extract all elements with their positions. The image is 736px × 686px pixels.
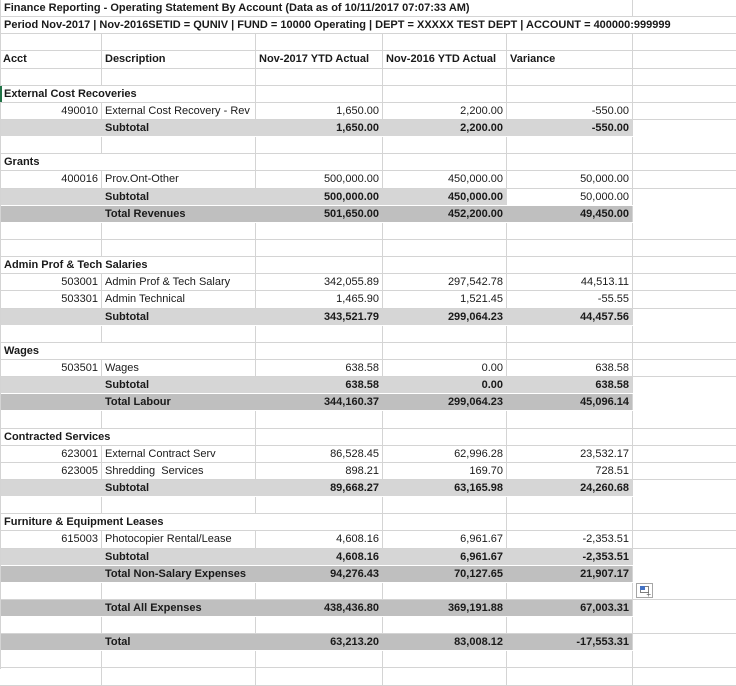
cell[interactable] xyxy=(383,86,507,102)
cell[interactable] xyxy=(507,326,633,342)
description-cell[interactable]: Shredding Services xyxy=(102,463,256,479)
cell[interactable] xyxy=(0,617,102,633)
cell[interactable] xyxy=(102,137,256,153)
cell[interactable] xyxy=(633,600,736,616)
section-title: Wages xyxy=(4,344,40,357)
report-filter-row xyxy=(0,17,736,34)
cell[interactable] xyxy=(633,86,736,102)
acct-cell[interactable]: 623001 xyxy=(0,446,102,462)
cell[interactable] xyxy=(383,617,507,633)
acct-cell[interactable]: 623005 xyxy=(0,463,102,479)
blank-row xyxy=(0,34,736,51)
cell[interactable] xyxy=(102,326,256,342)
paste-options-icon[interactable] xyxy=(636,583,653,598)
prior-cell[interactable]: 2,200.00 xyxy=(383,103,507,119)
cell[interactable] xyxy=(633,668,736,684)
subtotal-label[interactable]: Subtotal xyxy=(102,549,256,565)
cell[interactable] xyxy=(383,411,507,427)
prior-cell[interactable]: 0.00 xyxy=(383,377,507,393)
current-cell[interactable]: 63,213.20 xyxy=(256,634,383,650)
cell[interactable] xyxy=(633,617,736,633)
section-header-row xyxy=(0,257,736,274)
cell[interactable] xyxy=(507,411,633,427)
cell[interactable] xyxy=(383,343,507,359)
cell[interactable] xyxy=(633,120,736,136)
current-cell[interactable]: 898.21 xyxy=(256,463,383,479)
cell[interactable] xyxy=(102,429,256,445)
cell[interactable] xyxy=(0,566,102,582)
cell[interactable] xyxy=(633,274,736,290)
prior-cell[interactable]: 70,127.65 xyxy=(383,566,507,582)
cell[interactable] xyxy=(256,34,383,50)
cell[interactable] xyxy=(633,360,736,376)
cell[interactable] xyxy=(633,394,736,410)
variance-cell[interactable]: 50,000.00 xyxy=(507,171,633,187)
cell[interactable] xyxy=(0,257,148,273)
subtotal-label[interactable]: Subtotal xyxy=(102,120,256,136)
cell[interactable] xyxy=(256,583,383,599)
prior-cell[interactable]: 369,191.88 xyxy=(383,600,507,616)
table-row xyxy=(0,103,736,120)
subtotal-label[interactable]: Subtotal xyxy=(102,480,256,496)
variance-cell[interactable]: 44,457.56 xyxy=(507,309,633,325)
section-header-row xyxy=(0,429,736,446)
section-title: Grants xyxy=(4,156,40,169)
section-title: Contracted Services xyxy=(4,430,111,443)
plus-icon: + xyxy=(646,590,651,599)
cell[interactable] xyxy=(0,34,102,50)
cell[interactable] xyxy=(0,206,102,222)
variance-cell[interactable]: 49,450.00 xyxy=(507,206,633,222)
cell[interactable] xyxy=(0,583,102,599)
cell[interactable] xyxy=(633,651,736,667)
cell[interactable] xyxy=(383,514,507,530)
current-cell[interactable]: 344,160.37 xyxy=(256,394,383,410)
cell[interactable] xyxy=(383,223,507,239)
cell[interactable] xyxy=(633,446,736,462)
selection-indicator xyxy=(0,86,2,102)
cell[interactable] xyxy=(507,497,633,513)
total-row xyxy=(0,394,736,411)
current-cell[interactable]: 4,608.16 xyxy=(256,531,383,547)
prior-cell[interactable]: 299,064.23 xyxy=(383,309,507,325)
variance-cell[interactable]: 638.58 xyxy=(507,377,633,393)
subtotal-label[interactable]: Subtotal xyxy=(102,189,256,205)
cell[interactable] xyxy=(383,240,507,256)
prior-cell[interactable]: 63,165.98 xyxy=(383,480,507,496)
blank-row xyxy=(0,617,736,634)
cell[interactable] xyxy=(256,668,383,684)
cell[interactable] xyxy=(633,463,736,479)
cell[interactable] xyxy=(0,120,102,136)
acct-cell[interactable]: 400016 xyxy=(0,171,102,187)
section-header-row xyxy=(0,86,736,103)
cell[interactable] xyxy=(507,137,633,153)
cell[interactable] xyxy=(102,617,256,633)
cell[interactable] xyxy=(633,240,736,256)
current-cell[interactable]: 500,000.00 xyxy=(256,189,383,205)
cell[interactable] xyxy=(256,86,383,102)
acct-cell[interactable]: 503001 xyxy=(0,274,102,290)
cell[interactable] xyxy=(256,240,383,256)
cell[interactable] xyxy=(102,154,256,170)
cell[interactable] xyxy=(0,69,102,85)
variance-cell[interactable]: 21,907.17 xyxy=(507,566,633,582)
header-description[interactable]: Description xyxy=(102,51,256,67)
prior-cell[interactable]: 6,961.67 xyxy=(383,549,507,565)
description-cell[interactable]: Prov.Ont-Other xyxy=(102,171,256,187)
current-cell[interactable]: 638.58 xyxy=(256,377,383,393)
current-cell[interactable]: 438,436.80 xyxy=(256,600,383,616)
cell[interactable] xyxy=(256,497,383,513)
total-row xyxy=(0,566,736,583)
cell[interactable] xyxy=(102,583,256,599)
cell[interactable] xyxy=(633,531,736,547)
cell[interactable] xyxy=(633,291,736,307)
blank-row xyxy=(0,651,736,668)
column-header-row xyxy=(0,51,736,68)
cell[interactable] xyxy=(633,69,736,85)
subtotal-label[interactable]: Subtotal xyxy=(102,309,256,325)
cell[interactable] xyxy=(507,0,633,16)
current-cell[interactable]: 1,650.00 xyxy=(256,103,383,119)
cell[interactable] xyxy=(633,154,736,170)
cell[interactable] xyxy=(507,668,633,684)
grand-total-row xyxy=(0,634,736,651)
cell[interactable] xyxy=(256,343,383,359)
table-row xyxy=(0,291,736,308)
cell[interactable] xyxy=(633,309,736,325)
cell[interactable] xyxy=(0,154,102,170)
cell[interactable] xyxy=(256,154,383,170)
cell[interactable] xyxy=(383,651,507,667)
cell[interactable] xyxy=(507,257,633,273)
prior-cell[interactable]: 2,200.00 xyxy=(383,120,507,136)
variance-cell[interactable]: 728.51 xyxy=(507,463,633,479)
blank-row xyxy=(0,240,736,257)
variance-cell[interactable]: 23,532.17 xyxy=(507,446,633,462)
current-cell[interactable]: 638.58 xyxy=(256,360,383,376)
current-cell[interactable]: 4,608.16 xyxy=(256,549,383,565)
cell[interactable] xyxy=(633,51,736,67)
header-prior-ytd[interactable]: Nov-2016 YTD Actual xyxy=(383,51,507,67)
current-cell[interactable]: 1,465.90 xyxy=(256,291,383,307)
report-title-row xyxy=(0,0,736,17)
cell[interactable] xyxy=(383,429,507,445)
header-variance[interactable]: Variance xyxy=(507,51,633,67)
cell[interactable] xyxy=(507,514,633,530)
report-filters: Period Nov-2017 | Nov-2016SETID = QUNIV | FUND = 10000 Operating | DEPT = XXXXX TEST DEPT | ACCOUNT = 400000:999999 xyxy=(4,19,671,32)
variance-cell[interactable]: -2,353.51 xyxy=(507,549,633,565)
cell[interactable] xyxy=(383,34,507,50)
cell[interactable] xyxy=(102,34,256,50)
prior-cell[interactable]: 450,000.00 xyxy=(383,189,507,205)
cell[interactable] xyxy=(383,497,507,513)
cell[interactable] xyxy=(383,137,507,153)
cell[interactable] xyxy=(383,583,507,599)
cell[interactable] xyxy=(256,223,383,239)
cell[interactable] xyxy=(0,326,102,342)
cell[interactable] xyxy=(256,617,383,633)
table-row xyxy=(0,446,736,463)
prior-cell[interactable]: 450,000.00 xyxy=(383,171,507,187)
cell[interactable] xyxy=(633,257,736,273)
cell[interactable] xyxy=(0,394,102,410)
cell[interactable] xyxy=(0,17,671,33)
prior-cell[interactable]: 0.00 xyxy=(383,360,507,376)
cell[interactable] xyxy=(0,668,102,684)
subtotal-row xyxy=(0,309,736,326)
cell[interactable] xyxy=(507,343,633,359)
current-cell[interactable]: 86,528.45 xyxy=(256,446,383,462)
report-title: Finance Reporting - Operating Statement By Account (Data as of 10/11/2017 07:07:33 AM) xyxy=(4,2,470,14)
table-row xyxy=(0,274,736,291)
cell[interactable] xyxy=(633,566,736,582)
section-title: Admin Prof & Tech Salaries xyxy=(4,259,148,272)
section-header-row xyxy=(0,343,736,360)
cell[interactable] xyxy=(0,411,102,427)
cell[interactable] xyxy=(633,0,736,16)
cell[interactable] xyxy=(507,34,633,50)
current-cell[interactable]: 1,650.00 xyxy=(256,120,383,136)
cell[interactable] xyxy=(0,651,102,667)
cell[interactable] xyxy=(507,617,633,633)
cell[interactable] xyxy=(0,549,102,565)
table-row xyxy=(0,171,736,188)
section-title: Furniture & Equipment Leases xyxy=(4,516,164,529)
description-cell[interactable]: Admin Prof & Tech Salary xyxy=(102,274,256,290)
cell[interactable] xyxy=(256,257,383,273)
description-cell[interactable]: External Contract Serv xyxy=(102,446,256,462)
subtotal-row xyxy=(0,189,736,206)
header-current-ytd[interactable]: Nov-2017 YTD Actual xyxy=(256,51,383,67)
total-label[interactable]: Total Non-Salary Expenses xyxy=(102,566,256,582)
variance-cell[interactable]: -55.55 xyxy=(507,291,633,307)
current-cell[interactable]: 501,650.00 xyxy=(256,206,383,222)
cell[interactable] xyxy=(507,223,633,239)
current-cell[interactable]: 342,055.89 xyxy=(256,274,383,290)
blank-row xyxy=(0,411,736,428)
cell[interactable] xyxy=(0,497,102,513)
variance-cell[interactable]: -550.00 xyxy=(507,120,633,136)
cell[interactable] xyxy=(102,343,256,359)
total-row xyxy=(0,206,736,223)
cell[interactable] xyxy=(507,69,633,85)
cell[interactable] xyxy=(0,377,102,393)
prior-cell[interactable]: 1,521.45 xyxy=(383,291,507,307)
prior-cell[interactable]: 452,200.00 xyxy=(383,206,507,222)
blank-row xyxy=(0,497,736,514)
cell[interactable] xyxy=(0,480,102,496)
cell[interactable] xyxy=(633,377,736,393)
cell[interactable] xyxy=(0,137,102,153)
blank-row xyxy=(0,668,736,685)
current-cell[interactable]: 89,668.27 xyxy=(256,480,383,496)
section-title: External Cost Recoveries xyxy=(4,87,137,100)
grand-total-expenses-row xyxy=(0,600,736,617)
cell[interactable] xyxy=(633,223,736,239)
cell[interactable] xyxy=(633,549,736,565)
cell[interactable] xyxy=(256,429,383,445)
blank-row xyxy=(0,69,736,86)
cell[interactable] xyxy=(507,240,633,256)
description-cell[interactable]: Photocopier Rental/Lease xyxy=(102,531,256,547)
cell[interactable] xyxy=(0,189,102,205)
variance-cell[interactable]: 67,003.31 xyxy=(507,600,633,616)
subtotal-row xyxy=(0,480,736,497)
cell[interactable] xyxy=(507,583,633,599)
cell[interactable] xyxy=(256,326,383,342)
table-row xyxy=(0,463,736,480)
cell[interactable] xyxy=(102,411,256,427)
cell[interactable] xyxy=(383,154,507,170)
subtotal-row xyxy=(0,377,736,394)
variance-cell[interactable]: 50,000.00 xyxy=(507,189,633,205)
cell[interactable] xyxy=(256,69,383,85)
prior-cell[interactable]: 62,996.28 xyxy=(383,446,507,462)
cell[interactable] xyxy=(633,497,736,513)
cell[interactable] xyxy=(633,34,736,50)
variance-cell[interactable]: -2,353.51 xyxy=(507,531,633,547)
total-label[interactable]: Total All Expenses xyxy=(102,600,256,616)
prior-cell[interactable]: 83,008.12 xyxy=(383,634,507,650)
cell[interactable] xyxy=(633,634,736,650)
cell[interactable] xyxy=(0,634,102,650)
cell[interactable] xyxy=(633,326,736,342)
cell[interactable] xyxy=(633,411,736,427)
cell[interactable] xyxy=(256,514,383,530)
cell[interactable] xyxy=(0,600,102,616)
cell[interactable] xyxy=(102,223,256,239)
prior-cell[interactable]: 169.70 xyxy=(383,463,507,479)
acct-cell[interactable]: 615003 xyxy=(0,531,102,547)
description-cell[interactable]: Admin Technical xyxy=(102,291,256,307)
subtotal-row xyxy=(0,120,736,137)
prior-cell[interactable]: 299,064.23 xyxy=(383,394,507,410)
cell[interactable] xyxy=(507,86,633,102)
cell[interactable] xyxy=(0,514,164,530)
cell[interactable] xyxy=(633,206,736,222)
cell[interactable] xyxy=(383,257,507,273)
description-cell[interactable]: External Cost Recovery - Rev xyxy=(102,103,256,119)
cell[interactable] xyxy=(507,429,633,445)
subtotal-row xyxy=(0,549,736,566)
variance-cell[interactable]: -550.00 xyxy=(507,103,633,119)
cell[interactable] xyxy=(0,309,102,325)
cell[interactable] xyxy=(102,69,256,85)
total-label[interactable]: Total xyxy=(102,634,256,650)
variance-cell[interactable]: 638.58 xyxy=(507,360,633,376)
cell[interactable] xyxy=(633,480,736,496)
table-row xyxy=(0,531,736,548)
current-cell[interactable]: 343,521.79 xyxy=(256,309,383,325)
current-cell[interactable]: 94,276.43 xyxy=(256,566,383,582)
cell[interactable] xyxy=(102,497,256,513)
acct-cell[interactable]: 503501 xyxy=(0,360,102,376)
cell[interactable] xyxy=(256,651,383,667)
table-row xyxy=(0,360,736,377)
blank-row xyxy=(0,583,736,600)
acct-cell[interactable]: 490010 xyxy=(0,103,102,119)
cell[interactable] xyxy=(0,343,102,359)
cell[interactable] xyxy=(102,668,256,684)
blank-row xyxy=(0,137,736,154)
variance-cell[interactable]: 24,260.68 xyxy=(507,480,633,496)
cell[interactable] xyxy=(507,154,633,170)
description-cell[interactable]: Wages xyxy=(102,360,256,376)
cell[interactable] xyxy=(633,171,736,187)
cell[interactable] xyxy=(0,429,111,445)
paste-format-icon xyxy=(640,586,645,590)
cell[interactable] xyxy=(0,223,102,239)
cell[interactable] xyxy=(0,0,470,16)
cell[interactable] xyxy=(383,326,507,342)
variance-cell[interactable]: -17,553.31 xyxy=(507,634,633,650)
header-acct[interactable]: Acct xyxy=(0,51,102,67)
prior-cell[interactable]: 297,542.78 xyxy=(383,274,507,290)
subtotal-label[interactable]: Subtotal xyxy=(102,377,256,393)
cell[interactable] xyxy=(0,240,102,256)
cell[interactable] xyxy=(256,411,383,427)
blank-row xyxy=(0,326,736,343)
current-cell[interactable]: 500,000.00 xyxy=(256,171,383,187)
cell[interactable] xyxy=(383,668,507,684)
total-label[interactable]: Total Labour xyxy=(102,394,256,410)
cell[interactable] xyxy=(633,103,736,119)
cell[interactable] xyxy=(633,189,736,205)
cell[interactable] xyxy=(256,137,383,153)
cell[interactable] xyxy=(633,343,736,359)
section-header-row xyxy=(0,154,736,171)
blank-row xyxy=(0,223,736,240)
cell[interactable] xyxy=(633,137,736,153)
cell[interactable] xyxy=(102,240,256,256)
total-label[interactable]: Total Revenues xyxy=(102,206,256,222)
cell[interactable] xyxy=(102,651,256,667)
selected-cell[interactable] xyxy=(0,86,137,102)
prior-cell[interactable]: 6,961.67 xyxy=(383,531,507,547)
cell[interactable] xyxy=(507,651,633,667)
cell[interactable] xyxy=(383,69,507,85)
variance-cell[interactable]: 44,513.11 xyxy=(507,274,633,290)
cell[interactable] xyxy=(633,514,736,530)
acct-cell[interactable]: 503301 xyxy=(0,291,102,307)
cell[interactable] xyxy=(633,429,736,445)
variance-cell[interactable]: 45,096.14 xyxy=(507,394,633,410)
section-header-row xyxy=(0,514,736,531)
